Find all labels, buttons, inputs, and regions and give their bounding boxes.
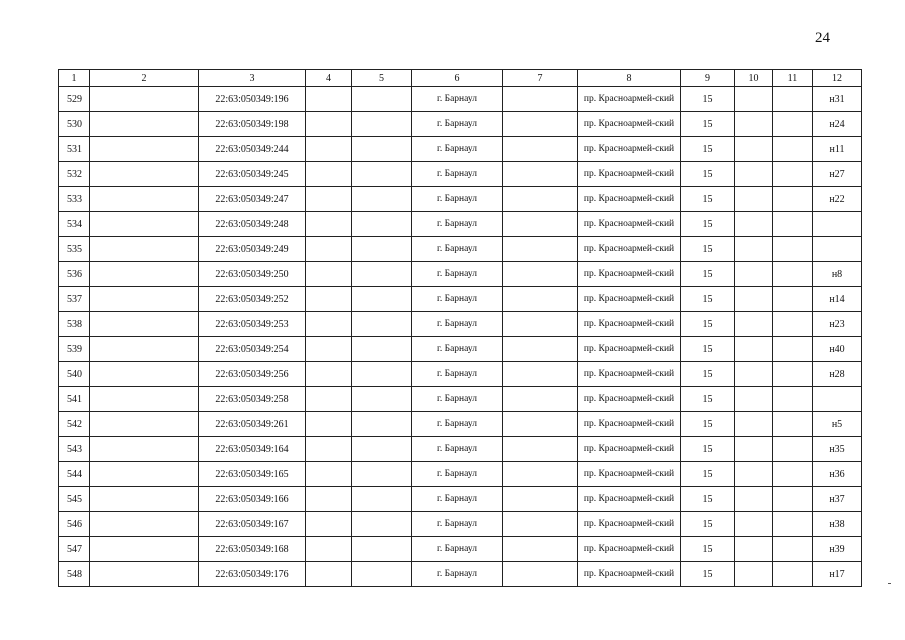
city-cell: г. Барнаул <box>412 512 503 537</box>
premises-number-cell: н38 <box>813 512 862 537</box>
column-header: 4 <box>306 70 352 87</box>
column-10-cell <box>735 112 773 137</box>
column-11-cell <box>773 562 813 587</box>
column-2-cell <box>90 237 199 262</box>
table-row <box>59 512 862 537</box>
house-number-cell: 15 <box>681 87 735 112</box>
cadastral-number-cell: 22:63:050349:166 <box>199 487 306 512</box>
house-number-cell: 15 <box>681 387 735 412</box>
premises-number-cell: н31 <box>813 87 862 112</box>
city-cell: г. Барнаул <box>412 87 503 112</box>
column-7-cell <box>503 187 578 212</box>
house-number-cell: 15 <box>681 187 735 212</box>
cadastral-number-cell: 22:63:050349:196 <box>199 87 306 112</box>
column-7-cell <box>503 287 578 312</box>
header-row <box>59 70 862 87</box>
cadastral-number-cell: 22:63:050349:165 <box>199 462 306 487</box>
city-cell: г. Барнаул <box>412 437 503 462</box>
premises-number-cell: н17 <box>813 562 862 587</box>
column-header: 6 <box>412 70 503 87</box>
column-4-cell <box>306 87 352 112</box>
city-cell: г. Барнаул <box>412 212 503 237</box>
column-2-cell <box>90 412 199 437</box>
house-number-cell: 15 <box>681 312 735 337</box>
street-cell: пр. Красноармей-ский <box>578 487 681 512</box>
cadastral-number-cell: 22:63:050349:244 <box>199 137 306 162</box>
city-cell: г. Барнаул <box>412 537 503 562</box>
column-5-cell <box>352 337 412 362</box>
city-cell: г. Барнаул <box>412 412 503 437</box>
house-number-cell: 15 <box>681 237 735 262</box>
column-11-cell <box>773 237 813 262</box>
column-4-cell <box>306 487 352 512</box>
column-4-cell <box>306 362 352 387</box>
cadastral-number-cell: 22:63:050349:254 <box>199 337 306 362</box>
street-cell: пр. Красноармей-ский <box>578 162 681 187</box>
column-10-cell <box>735 212 773 237</box>
city-cell: г. Барнаул <box>412 312 503 337</box>
house-number-cell: 15 <box>681 562 735 587</box>
column-5-cell <box>352 137 412 162</box>
column-2-cell <box>90 437 199 462</box>
street-cell: пр. Красноармей-ский <box>578 87 681 112</box>
table-row <box>59 337 862 362</box>
column-4-cell <box>306 462 352 487</box>
table-row <box>59 262 862 287</box>
cadastral-number-cell: 22:63:050349:249 <box>199 237 306 262</box>
column-10-cell <box>735 87 773 112</box>
city-cell: г. Барнаул <box>412 387 503 412</box>
column-10-cell <box>735 437 773 462</box>
column-7-cell <box>503 262 578 287</box>
city-cell: г. Барнаул <box>412 262 503 287</box>
row-number-cell: 548 <box>59 562 90 587</box>
column-10-cell <box>735 512 773 537</box>
row-number-cell: 538 <box>59 312 90 337</box>
column-10-cell <box>735 387 773 412</box>
column-4-cell <box>306 112 352 137</box>
column-7-cell <box>503 487 578 512</box>
row-number-cell: 545 <box>59 487 90 512</box>
premises-number-cell: н5 <box>813 412 862 437</box>
property-register-table <box>58 69 862 587</box>
street-cell: пр. Красноармей-ский <box>578 387 681 412</box>
premises-number-cell: н28 <box>813 362 862 387</box>
column-2-cell <box>90 187 199 212</box>
city-cell: г. Барнаул <box>412 287 503 312</box>
column-11-cell <box>773 312 813 337</box>
cadastral-number-cell: 22:63:050349:198 <box>199 112 306 137</box>
column-header: 3 <box>199 70 306 87</box>
column-4-cell <box>306 512 352 537</box>
column-2-cell <box>90 287 199 312</box>
column-10-cell <box>735 412 773 437</box>
column-11-cell <box>773 87 813 112</box>
table-row <box>59 162 862 187</box>
cadastral-number-cell: 22:63:050349:261 <box>199 412 306 437</box>
column-2-cell <box>90 212 199 237</box>
cadastral-number-cell: 22:63:050349:245 <box>199 162 306 187</box>
street-cell: пр. Красноармей-ский <box>578 212 681 237</box>
column-header: 2 <box>90 70 199 87</box>
street-cell: пр. Красноармей-ский <box>578 112 681 137</box>
column-11-cell <box>773 162 813 187</box>
table-body <box>59 87 862 587</box>
street-cell: пр. Красноармей-ский <box>578 437 681 462</box>
table-row <box>59 287 862 312</box>
column-10-cell <box>735 162 773 187</box>
column-7-cell <box>503 437 578 462</box>
premises-number-cell: н14 <box>813 287 862 312</box>
city-cell: г. Барнаул <box>412 487 503 512</box>
column-2-cell <box>90 462 199 487</box>
table-row <box>59 462 862 487</box>
house-number-cell: 15 <box>681 262 735 287</box>
column-header: 9 <box>681 70 735 87</box>
row-number-cell: 539 <box>59 337 90 362</box>
table-row <box>59 537 862 562</box>
premises-number-cell: н11 <box>813 137 862 162</box>
table-row <box>59 112 862 137</box>
column-5-cell <box>352 537 412 562</box>
column-5-cell <box>352 212 412 237</box>
cadastral-number-cell: 22:63:050349:167 <box>199 512 306 537</box>
row-number-cell: 542 <box>59 412 90 437</box>
column-11-cell <box>773 262 813 287</box>
house-number-cell: 15 <box>681 437 735 462</box>
cadastral-number-cell: 22:63:050349:247 <box>199 187 306 212</box>
house-number-cell: 15 <box>681 287 735 312</box>
column-10-cell <box>735 562 773 587</box>
column-10-cell <box>735 362 773 387</box>
city-cell: г. Барнаул <box>412 362 503 387</box>
city-cell: г. Барнаул <box>412 462 503 487</box>
column-5-cell <box>352 387 412 412</box>
column-10-cell <box>735 312 773 337</box>
city-cell: г. Барнаул <box>412 137 503 162</box>
column-4-cell <box>306 137 352 162</box>
column-2-cell <box>90 262 199 287</box>
column-header: 10 <box>735 70 773 87</box>
row-number-cell: 543 <box>59 437 90 462</box>
column-4-cell <box>306 187 352 212</box>
column-2-cell <box>90 312 199 337</box>
premises-number-cell: н35 <box>813 437 862 462</box>
column-11-cell <box>773 112 813 137</box>
house-number-cell: 15 <box>681 212 735 237</box>
column-10-cell <box>735 337 773 362</box>
page-number: 24 <box>815 30 830 46</box>
street-cell: пр. Красноармей-ский <box>578 462 681 487</box>
table-row <box>59 87 862 112</box>
column-10-cell <box>735 462 773 487</box>
column-5-cell <box>352 412 412 437</box>
column-11-cell <box>773 137 813 162</box>
table-row <box>59 187 862 212</box>
column-4-cell <box>306 387 352 412</box>
column-11-cell <box>773 437 813 462</box>
column-5-cell <box>352 287 412 312</box>
street-cell: пр. Красноармей-ский <box>578 562 681 587</box>
column-7-cell <box>503 362 578 387</box>
column-4-cell <box>306 287 352 312</box>
column-7-cell <box>503 312 578 337</box>
column-7-cell <box>503 237 578 262</box>
column-10-cell <box>735 287 773 312</box>
premises-number-cell: н24 <box>813 112 862 137</box>
column-11-cell <box>773 187 813 212</box>
column-11-cell <box>773 512 813 537</box>
cadastral-number-cell: 22:63:050349:258 <box>199 387 306 412</box>
house-number-cell: 15 <box>681 487 735 512</box>
row-number-cell: 541 <box>59 387 90 412</box>
row-number-cell: 531 <box>59 137 90 162</box>
column-10-cell <box>735 487 773 512</box>
column-4-cell <box>306 562 352 587</box>
column-7-cell <box>503 562 578 587</box>
column-5-cell <box>352 362 412 387</box>
house-number-cell: 15 <box>681 362 735 387</box>
table-row <box>59 437 862 462</box>
cadastral-number-cell: 22:63:050349:248 <box>199 212 306 237</box>
column-5-cell <box>352 187 412 212</box>
street-cell: пр. Красноармей-ский <box>578 412 681 437</box>
column-header: 1 <box>59 70 90 87</box>
premises-number-cell: н22 <box>813 187 862 212</box>
column-7-cell <box>503 337 578 362</box>
row-number-cell: 546 <box>59 512 90 537</box>
column-7-cell <box>503 137 578 162</box>
column-header: 8 <box>578 70 681 87</box>
street-cell: пр. Красноармей-ский <box>578 537 681 562</box>
column-11-cell <box>773 212 813 237</box>
column-2-cell <box>90 337 199 362</box>
cadastral-number-cell: 22:63:050349:164 <box>199 437 306 462</box>
column-2-cell <box>90 112 199 137</box>
column-4-cell <box>306 162 352 187</box>
cadastral-number-cell: 22:63:050349:252 <box>199 287 306 312</box>
house-number-cell: 15 <box>681 137 735 162</box>
column-header: 7 <box>503 70 578 87</box>
column-7-cell <box>503 112 578 137</box>
row-number-cell: 529 <box>59 87 90 112</box>
city-cell: г. Барнаул <box>412 112 503 137</box>
row-number-cell: 547 <box>59 537 90 562</box>
street-cell: пр. Красноармей-ский <box>578 512 681 537</box>
column-2-cell <box>90 162 199 187</box>
column-11-cell <box>773 387 813 412</box>
cadastral-number-cell: 22:63:050349:250 <box>199 262 306 287</box>
house-number-cell: 15 <box>681 112 735 137</box>
table-row <box>59 312 862 337</box>
column-5-cell <box>352 462 412 487</box>
premises-number-cell: н36 <box>813 462 862 487</box>
street-cell: пр. Красноармей-ский <box>578 187 681 212</box>
column-10-cell <box>735 187 773 212</box>
column-2-cell <box>90 362 199 387</box>
street-cell: пр. Красноармей-ский <box>578 237 681 262</box>
house-number-cell: 15 <box>681 512 735 537</box>
city-cell: г. Барнаул <box>412 562 503 587</box>
street-cell: пр. Красноармей-ский <box>578 337 681 362</box>
column-11-cell <box>773 462 813 487</box>
house-number-cell: 15 <box>681 537 735 562</box>
city-cell: г. Барнаул <box>412 237 503 262</box>
table-row <box>59 212 862 237</box>
column-4-cell <box>306 412 352 437</box>
column-header: 5 <box>352 70 412 87</box>
premises-number-cell: н27 <box>813 162 862 187</box>
column-4-cell <box>306 262 352 287</box>
cadastral-number-cell: 22:63:050349:168 <box>199 537 306 562</box>
house-number-cell: 15 <box>681 337 735 362</box>
city-cell: г. Барнаул <box>412 337 503 362</box>
premises-number-cell: н8 <box>813 262 862 287</box>
cadastral-number-cell: 22:63:050349:176 <box>199 562 306 587</box>
column-11-cell <box>773 287 813 312</box>
column-7-cell <box>503 412 578 437</box>
column-10-cell <box>735 237 773 262</box>
table-row <box>59 137 862 162</box>
column-2-cell <box>90 387 199 412</box>
house-number-cell: 15 <box>681 412 735 437</box>
column-7-cell <box>503 537 578 562</box>
row-number-cell: 536 <box>59 262 90 287</box>
column-4-cell <box>306 337 352 362</box>
house-number-cell: 15 <box>681 162 735 187</box>
column-5-cell <box>352 437 412 462</box>
column-7-cell <box>503 212 578 237</box>
column-4-cell <box>306 437 352 462</box>
column-5-cell <box>352 237 412 262</box>
row-number-cell: 532 <box>59 162 90 187</box>
column-header: 11 <box>773 70 813 87</box>
column-11-cell <box>773 412 813 437</box>
column-5-cell <box>352 262 412 287</box>
column-11-cell <box>773 362 813 387</box>
column-7-cell <box>503 387 578 412</box>
row-number-cell: 530 <box>59 112 90 137</box>
table-row <box>59 562 862 587</box>
column-2-cell <box>90 487 199 512</box>
table-row <box>59 362 862 387</box>
column-5-cell <box>352 487 412 512</box>
scan-mark <box>888 583 891 584</box>
table-row <box>59 387 862 412</box>
column-5-cell <box>352 162 412 187</box>
premises-number-cell: н23 <box>813 312 862 337</box>
street-cell: пр. Красноармей-ский <box>578 312 681 337</box>
table-row <box>59 412 862 437</box>
cadastral-number-cell: 22:63:050349:253 <box>199 312 306 337</box>
column-4-cell <box>306 237 352 262</box>
column-10-cell <box>735 137 773 162</box>
column-5-cell <box>352 562 412 587</box>
column-7-cell <box>503 87 578 112</box>
city-cell: г. Барнаул <box>412 187 503 212</box>
city-cell: г. Барнаул <box>412 162 503 187</box>
column-5-cell <box>352 512 412 537</box>
row-number-cell: 533 <box>59 187 90 212</box>
column-header: 12 <box>813 70 862 87</box>
row-number-cell: 535 <box>59 237 90 262</box>
column-2-cell <box>90 87 199 112</box>
table-row <box>59 487 862 512</box>
street-cell: пр. Красноармей-ский <box>578 137 681 162</box>
column-7-cell <box>503 162 578 187</box>
table-row <box>59 237 862 262</box>
column-2-cell <box>90 512 199 537</box>
column-10-cell <box>735 262 773 287</box>
house-number-cell: 15 <box>681 462 735 487</box>
column-7-cell <box>503 462 578 487</box>
column-5-cell <box>352 312 412 337</box>
column-4-cell <box>306 537 352 562</box>
column-4-cell <box>306 212 352 237</box>
street-cell: пр. Красноармей-ский <box>578 362 681 387</box>
street-cell: пр. Красноармей-ский <box>578 262 681 287</box>
row-number-cell: 534 <box>59 212 90 237</box>
premises-number-cell <box>813 237 862 262</box>
premises-number-cell <box>813 212 862 237</box>
cadastral-number-cell: 22:63:050349:256 <box>199 362 306 387</box>
street-cell: пр. Красноармей-ский <box>578 287 681 312</box>
premises-number-cell <box>813 387 862 412</box>
column-4-cell <box>306 312 352 337</box>
row-number-cell: 544 <box>59 462 90 487</box>
premises-number-cell: н39 <box>813 537 862 562</box>
column-2-cell <box>90 537 199 562</box>
row-number-cell: 540 <box>59 362 90 387</box>
column-11-cell <box>773 337 813 362</box>
premises-number-cell: н37 <box>813 487 862 512</box>
column-10-cell <box>735 537 773 562</box>
column-2-cell <box>90 137 199 162</box>
column-11-cell <box>773 537 813 562</box>
column-7-cell <box>503 512 578 537</box>
column-11-cell <box>773 487 813 512</box>
row-number-cell: 537 <box>59 287 90 312</box>
column-5-cell <box>352 87 412 112</box>
column-5-cell <box>352 112 412 137</box>
premises-number-cell: н40 <box>813 337 862 362</box>
column-2-cell <box>90 562 199 587</box>
